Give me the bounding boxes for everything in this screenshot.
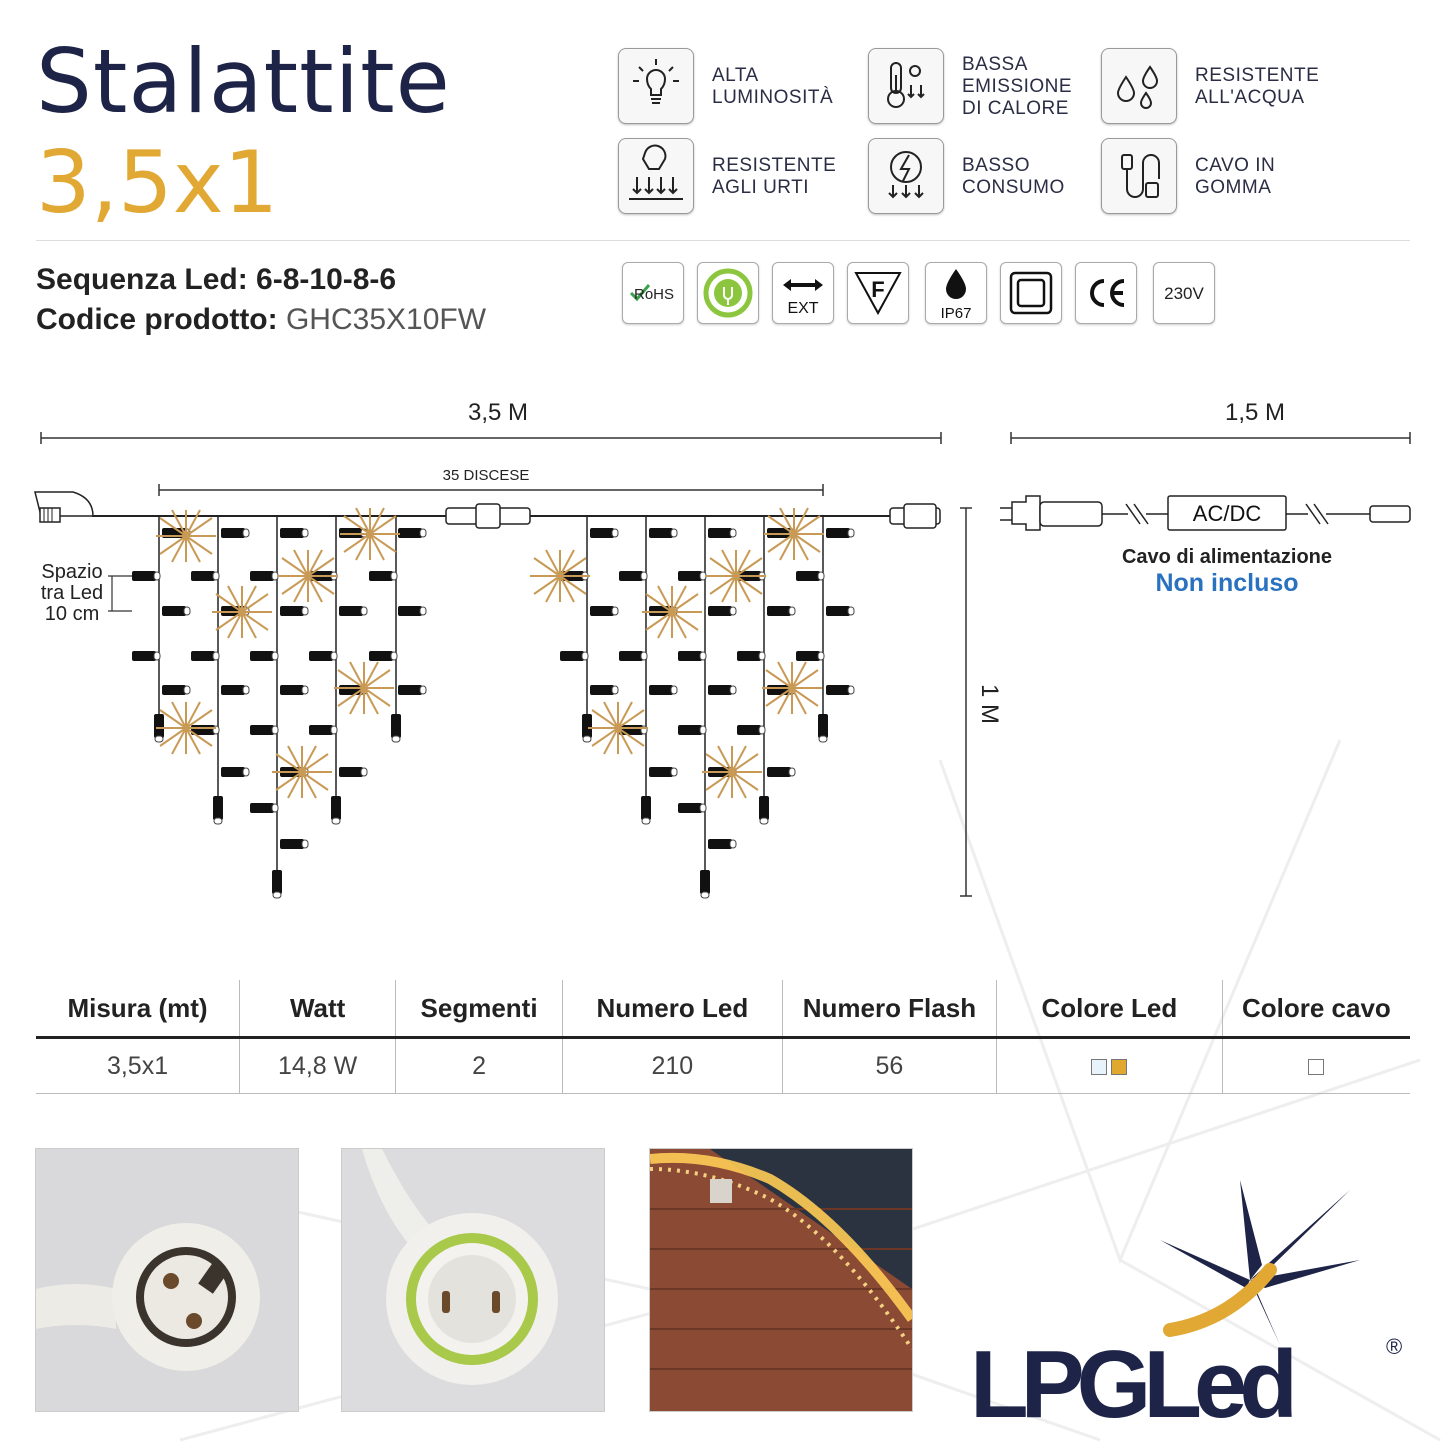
- led-color-cell: [996, 1038, 1222, 1094]
- not-included-label: Non incluso: [1155, 569, 1299, 597]
- led-color-swatch-warm: [1111, 1059, 1127, 1075]
- power-cable-label: Cavo di alimentazione: [1121, 546, 1333, 568]
- left-connector: [35, 492, 93, 522]
- feature-line: RESISTENTE: [1195, 65, 1320, 86]
- table-cell: 3,5x1: [36, 1038, 240, 1094]
- middle-connector: [446, 504, 530, 528]
- acdc-label: AC/DC: [1192, 501, 1262, 526]
- cable-color-cell: [1222, 1038, 1410, 1094]
- feature-low-heat: [868, 48, 1108, 126]
- rohs-text: RoHS: [633, 286, 675, 303]
- feature-line: ALL'ACQUA: [1195, 87, 1305, 108]
- led-sequence: Sequenza Led: 6-8-10-8-6: [36, 263, 397, 296]
- ext-text: EXT: [787, 300, 819, 317]
- product-size: 3,5x1: [36, 133, 279, 233]
- product-code-label: Codice prodotto:: [36, 303, 278, 336]
- voltage-badge: [1153, 262, 1215, 324]
- spec-table: [36, 980, 1410, 1094]
- table-header: Numero Flash: [782, 980, 996, 1038]
- feature-line: AGLI URTI: [712, 177, 810, 198]
- height-label: 1 M: [976, 683, 1003, 725]
- product-title: Stalattite: [36, 30, 451, 133]
- table-header-row: [36, 980, 1410, 1038]
- led-group-right: [530, 508, 854, 898]
- cable-color-swatch: [1308, 1059, 1324, 1075]
- table-header: Watt: [240, 980, 396, 1038]
- rubber-cable-icon: [1101, 138, 1177, 214]
- product-code: [36, 303, 486, 337]
- table-header: Colore Led: [996, 980, 1222, 1038]
- bulb-bright-icon: [618, 48, 694, 124]
- feature-high-brightness: [618, 48, 858, 126]
- table-cell: 210: [562, 1038, 782, 1094]
- ip67-badge: [925, 262, 987, 324]
- spacing-label-3: 10 cm: [44, 603, 100, 625]
- feature-line: RESISTENTE: [712, 155, 837, 176]
- thermometer-icon: [868, 48, 944, 124]
- feature-rubber-cable: [1101, 138, 1341, 216]
- eco-power-badge: [697, 262, 759, 324]
- feature-line: GOMMA: [1195, 177, 1272, 198]
- brand-logo: LPGLed: [970, 1331, 1291, 1438]
- table-header: Numero Led: [562, 980, 782, 1038]
- double-insulation-badge: [1000, 262, 1062, 324]
- drops-label: 35 DISCESE: [442, 467, 530, 484]
- feature-line: EMISSIONE: [962, 76, 1073, 97]
- photo-installation-house: [649, 1148, 913, 1412]
- feature-water-resistant: [1101, 48, 1341, 126]
- led-group-left: [132, 508, 426, 898]
- feature-line: CAVO IN: [1195, 155, 1276, 176]
- right-connector: [890, 504, 940, 528]
- lightning-icon: [868, 138, 944, 214]
- registered-mark: ®: [1386, 1334, 1403, 1359]
- photo-connector-female: [35, 1148, 299, 1412]
- ip-text: IP67: [940, 305, 972, 322]
- spacing-label-1: Spazio: [41, 561, 103, 583]
- width-label: 3,5 M: [467, 399, 529, 426]
- cable-length-label: 1,5 M: [1224, 399, 1286, 426]
- ce-badge: [1075, 262, 1137, 324]
- f-mark-badge: [847, 262, 909, 324]
- logo-star-icon: [1150, 1170, 1380, 1350]
- voltage-text: 230V: [1164, 284, 1204, 303]
- photo-connector-male: [341, 1148, 605, 1412]
- feature-shock-resistant: [618, 138, 858, 216]
- table-cell: 2: [396, 1038, 563, 1094]
- rohs-badge: [622, 262, 684, 324]
- feature-line: BASSA: [962, 54, 1028, 75]
- table-cell: 14,8 W: [240, 1038, 396, 1094]
- table-header: Segmenti: [396, 980, 563, 1038]
- f-text: F: [871, 277, 885, 302]
- product-code-value: GHC35X10FW: [277, 303, 487, 336]
- feature-line: CONSUMO: [962, 177, 1065, 198]
- table-row: [36, 1038, 1410, 1094]
- ext-badge: [772, 262, 834, 324]
- table-header: Misura (mt): [36, 980, 240, 1038]
- water-drops-icon: [1101, 48, 1177, 124]
- led-color-swatch-white: [1091, 1059, 1107, 1075]
- shock-bulb-icon: [618, 138, 694, 214]
- table-cell: 56: [782, 1038, 996, 1094]
- divider: [36, 240, 1410, 241]
- spacing-label-2: tra Led: [40, 582, 104, 604]
- feature-line: LUMINOSITÀ: [712, 87, 834, 108]
- feature-line: DI CALORE: [962, 98, 1069, 119]
- feature-low-consumption: [868, 138, 1108, 216]
- table-header: Colore cavo: [1222, 980, 1410, 1038]
- feature-line: ALTA: [712, 65, 759, 86]
- feature-line: BASSO: [962, 155, 1030, 176]
- product-diagram: [0, 380, 1445, 940]
